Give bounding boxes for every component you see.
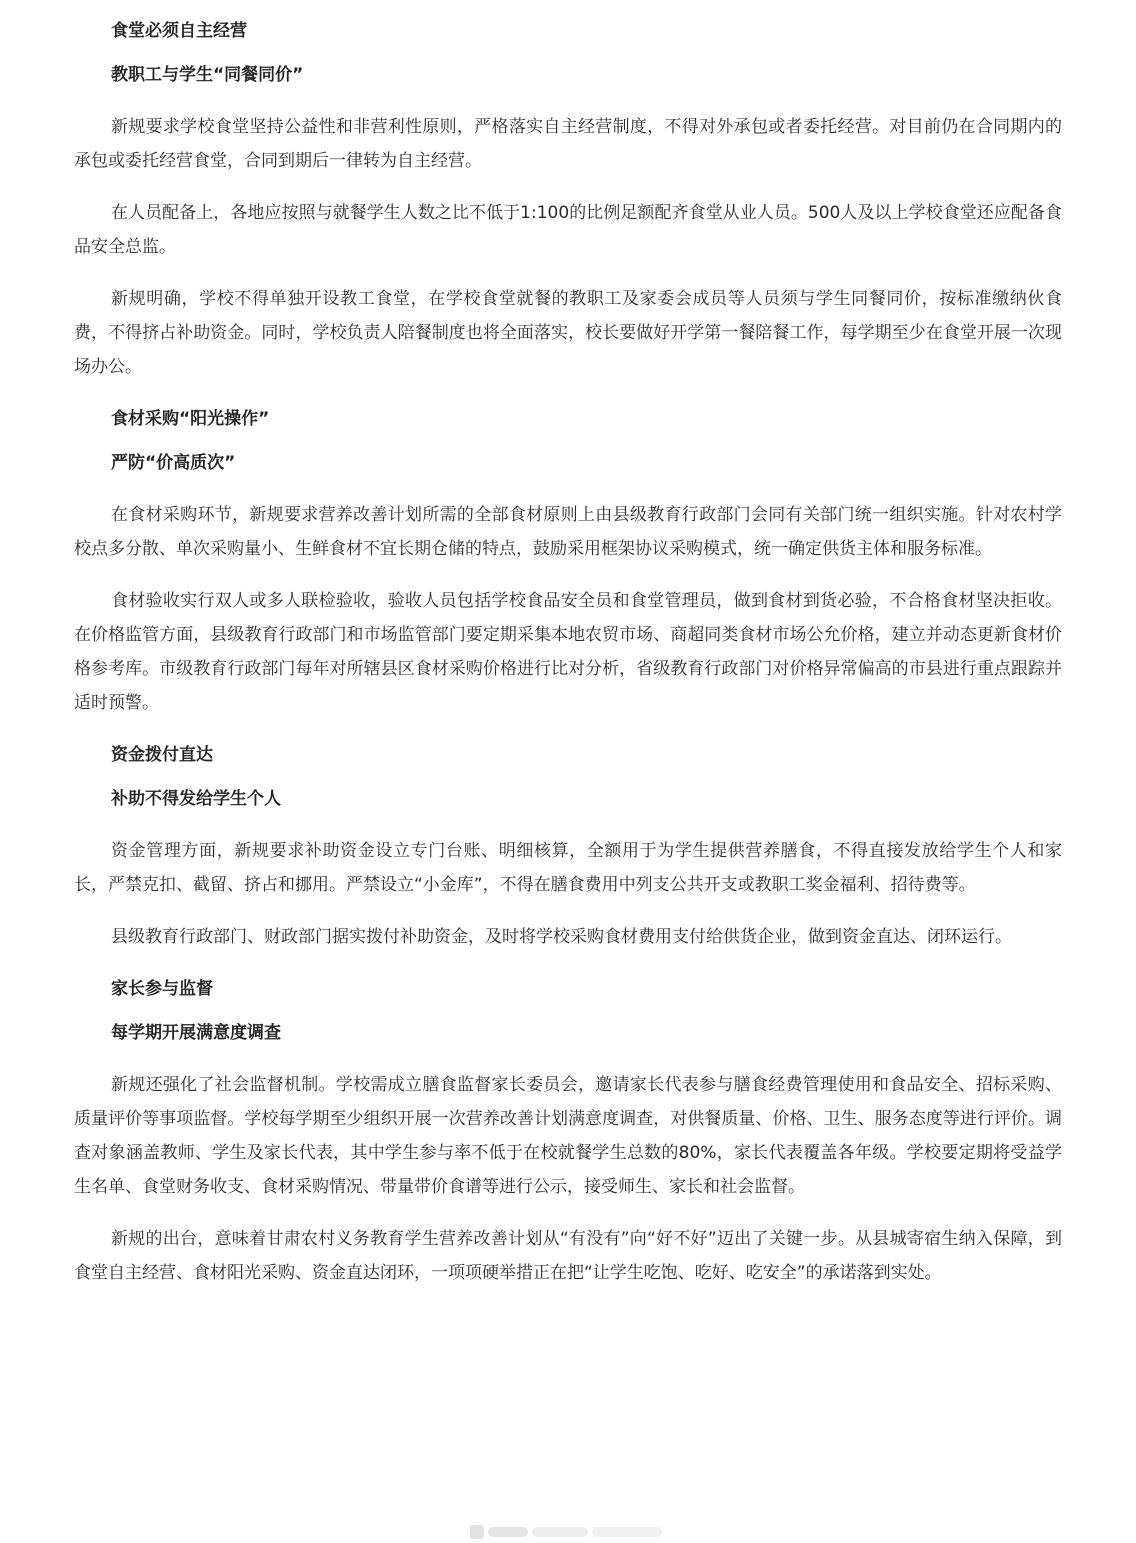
article-body: [74, 14, 1062, 1290]
watermark-shape: [470, 1525, 484, 1539]
paragraph: 在食材采购环节，新规要求营养改善计划所需的全部食材原则上由县级教育行政部门会同有关部门统一组织实施。针对农村学校点多分散、单次采购量小、生鲜食材不宜长期仓储的特点，鼓励采用框架协议采购模式，统一确定供货主体和服务标准。: [74, 505, 1062, 559]
watermark-shape: [592, 1527, 662, 1537]
paragraph: 食材验收实行双人或多人联检验收，验收人员包括学校食品安全员和食堂管理员，做到食材到货必验，不合格食材坚决拒收。在价格监管方面，县级教育行政部门和市场监管部门要定期采集本地农贸市场、商超同类食材市场公允价格，建立并动态更新食材价格参考库。市级教育行政部门每年对所辖县区食材采购价格进行比对分析，省级教育行政部门对价格异常偏高的市县进行重点跟踪并适时预警。: [74, 591, 1062, 713]
paragraph: 在人员配备上，各地应按照与就餐学生人数之比不低于1:100的比例足额配齐食堂从业人员。500人及以上学校食堂还应配备食品安全总监。: [74, 203, 1062, 257]
paragraph: 新规明确，学校不得单独开设教工食堂，在学校食堂就餐的教职工及家委会成员等人员须与学生同餐同价，按标准缴纳伙食费，不得挤占补助资金。同时，学校负责人陪餐制度也将全面落实，校长要做好开学第一餐陪餐工作，每学期至少在食堂开展一次现场办公。: [74, 289, 1062, 377]
watermark: [468, 1521, 668, 1543]
paragraph: 资金管理方面，新规要求补助资金设立专门台账、明细核算，全额用于为学生提供营养膳食，不得直接发放给学生个人和家长，严禁克扣、截留、挤占和挪用。严禁设立“小金库”，不得在膳食费用中列支公共开支或教职工奖金福利、招待费等。: [74, 841, 1062, 895]
section-heading: 食材采购“阳光操作”: [111, 409, 270, 429]
section-subheading: 严防“价高质次”: [111, 453, 236, 473]
paragraph: 新规的出台，意味着甘肃农村义务教育学生营养改善计划从“有没有”向“好不好”迈出了关键一步。从县城寄宿生纳入保障，到食堂自主经营、食材阳光采购、资金直达闭环，一项项硬举措正在把“让学生吃饱、吃好、吃安全”的承诺落到实处。: [74, 1229, 1062, 1283]
section-subheading: 补助不得发给学生个人: [111, 789, 281, 809]
section-heading: 资金拨付直达: [111, 745, 213, 765]
watermark-shape: [532, 1527, 588, 1537]
section-subheading: 教职工与学生“同餐同价”: [111, 65, 304, 85]
paragraph: 县级教育行政部门、财政部门据实拨付补助资金，及时将学校采购食材费用支付给供货企业，做到资金直达、闭环运行。: [111, 927, 1012, 947]
section-heading: 家长参与监督: [111, 979, 213, 999]
watermark-shape: [488, 1527, 528, 1537]
paragraph: 新规要求学校食堂坚持公益性和非营利性原则，严格落实自主经营制度，不得对外承包或者委托经营。对目前仍在合同期内的承包或委托经营食堂，合同到期后一律转为自主经营。: [74, 117, 1062, 171]
paragraph: 新规还强化了社会监督机制。学校需成立膳食监督家长委员会，邀请家长代表参与膳食经费管理使用和食品安全、招标采购、质量评价等事项监督。学校每学期至少组织开展一次营养改善计划满意度调查，对供餐质量、价格、卫生、服务态度等进行评价。调查对象涵盖教师、学生及家长代表，其中学生参与率不低于在校就餐学生总数的80%，家长代表覆盖各年级。学校要定期将受益学生名单、食堂财务收支、食材采购情况、带量带价食谱等进行公示，接受师生、家长和社会监督。: [74, 1075, 1062, 1197]
section-subheading: 每学期开展满意度调查: [111, 1023, 281, 1043]
section-heading: 食堂必须自主经营: [111, 21, 247, 41]
